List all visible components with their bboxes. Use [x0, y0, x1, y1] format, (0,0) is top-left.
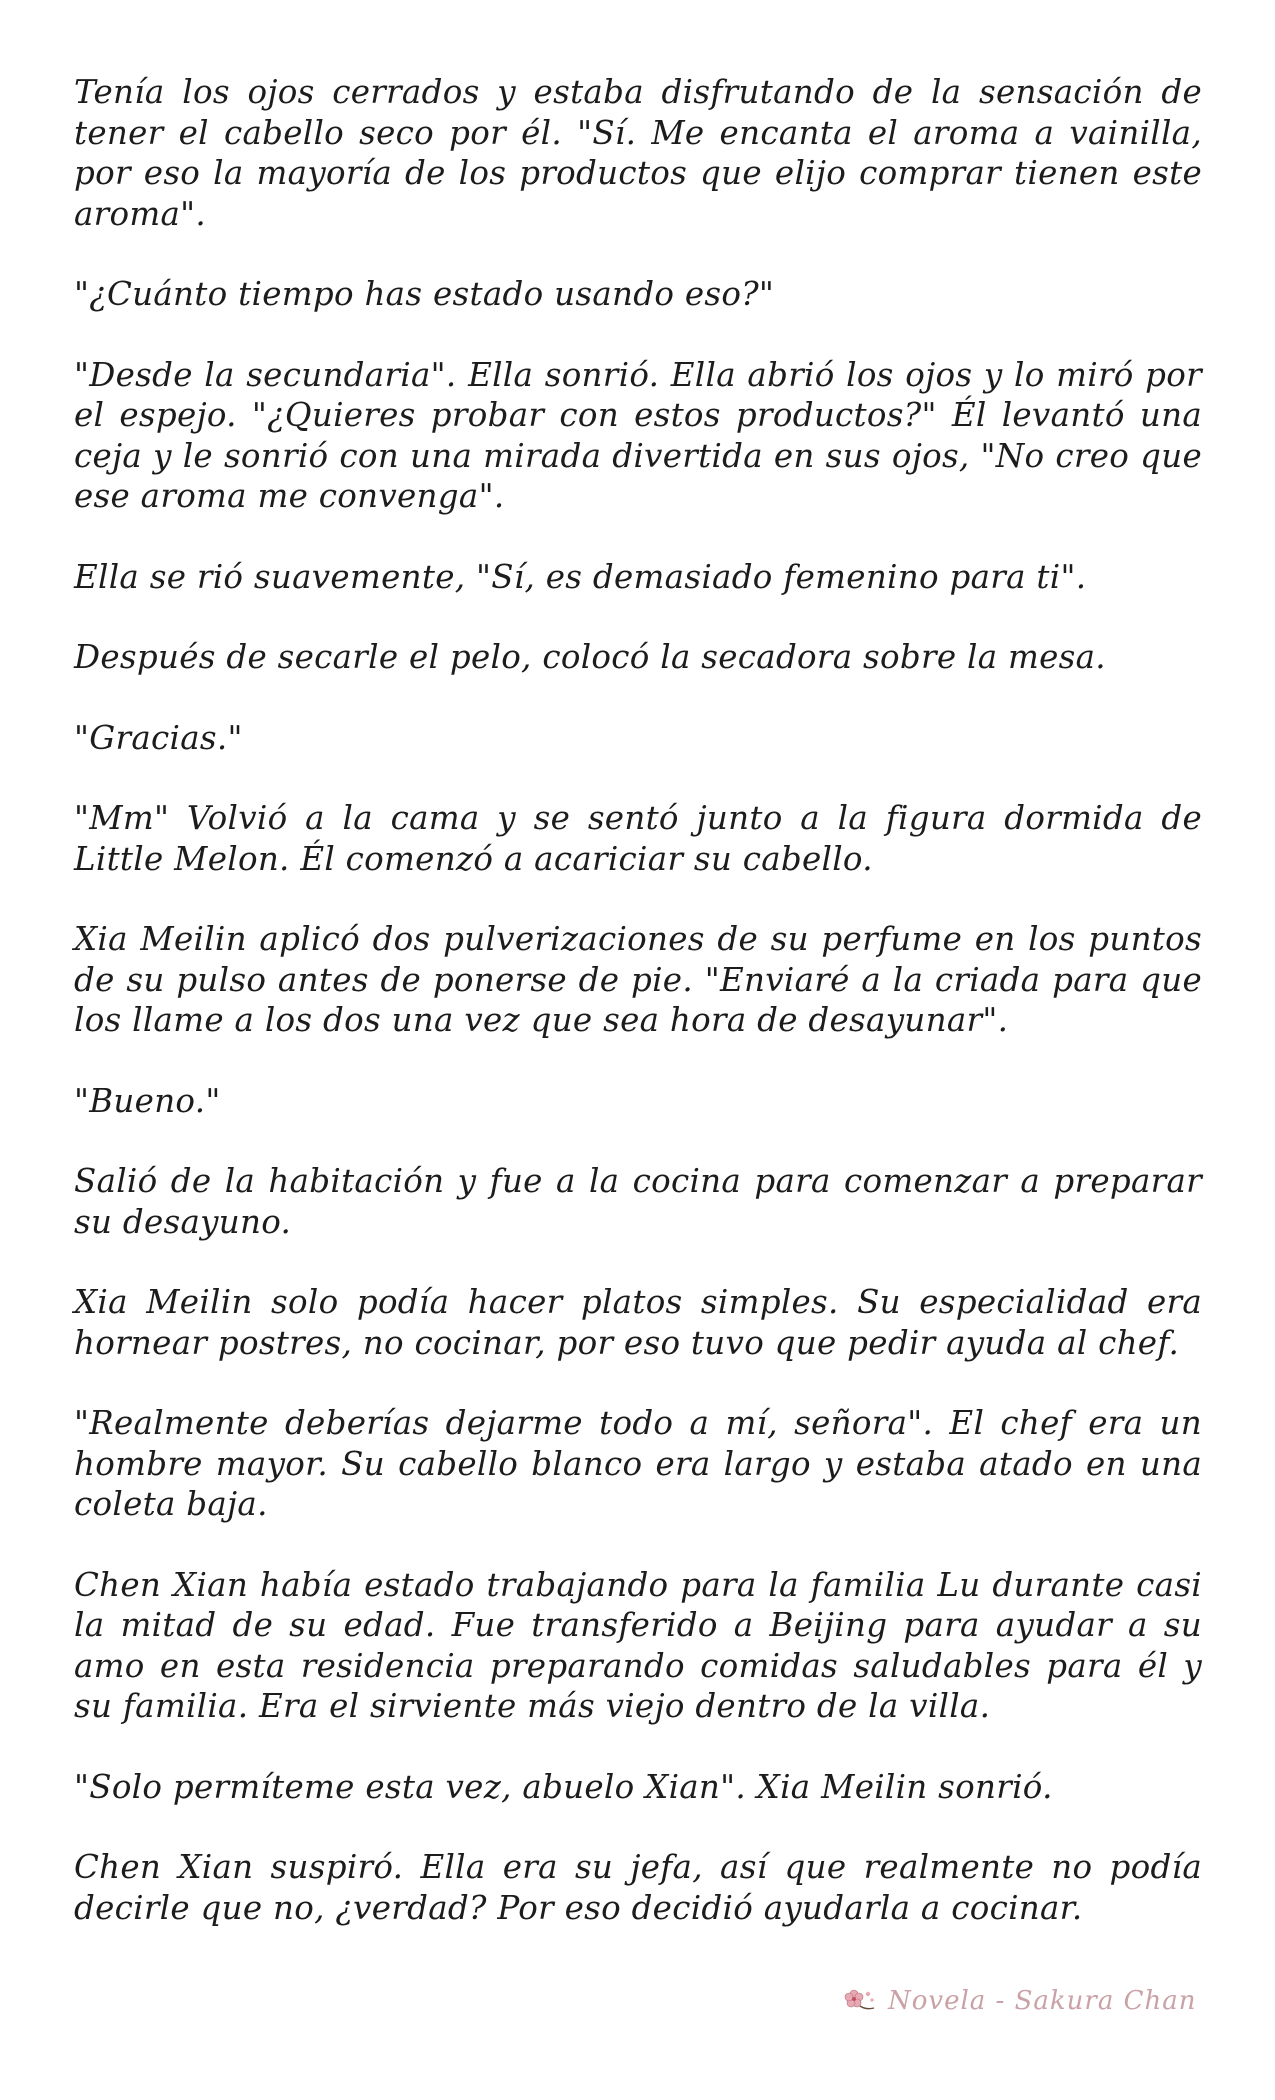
paragraph-12: "Realmente deberías dejarme todo a mí, señora". El chef era un hombre mayor. Su cabello blanco era largo y estaba atado en una coleta baja.: [74, 1404, 1202, 1523]
document-body: [74, 72, 1202, 1968]
paragraph-6: "Gracias.": [74, 718, 243, 757]
watermark: [842, 1986, 1197, 2016]
paragraph-4: Ella se rió suavemente, "Sí, es demasiado femenino para ti".: [74, 557, 1087, 596]
paragraph-14: "Solo permíteme esta vez, abuelo Xian". Xia Meilin sonrió.: [74, 1767, 1053, 1806]
paragraph-1: Tenía los ojos cerrados y estaba disfrutando de la sensación de tener el cabello seco por él. "Sí. Me encanta el aroma a vainilla, por eso la mayoría de los productos que elijo comprar tienen este aroma".: [74, 73, 1202, 233]
paragraph-2: "¿Cuánto tiempo has estado usando eso?": [74, 275, 775, 313]
sakura-flower-icon: [842, 1986, 878, 2016]
paragraph-3: "Desde la secundaria". Ella sonrió. Ella abrió los ojos y lo miró por el espejo. "¿Quieres probar con estos productos?" Él levantó una ceja y le sonrió con una mirada divertida en sus ojos, "No creo que ese aroma me convenga".: [74, 355, 1202, 515]
paragraph-11: Xia Meilin solo podía hacer platos simples. Su especialidad era hornear postres, no cocinar, por eso tuvo que pedir ayuda al chef.: [74, 1283, 1202, 1362]
paragraph-15: Chen Xian suspiró. Ella era su jefa, así que realmente no podía decirle que no, ¿verdad? Por eso decidió ayudarla a cocinar.: [74, 1848, 1202, 1927]
paragraph-9: "Bueno.": [74, 1081, 221, 1120]
paragraph-10: Salió de la habitación y fue a la cocina para comenzar a preparar su desayuno.: [74, 1162, 1202, 1241]
paragraph-8: Xia Meilin aplicó dos pulverizaciones de su perfume en los puntos de su pulso antes de ponerse de pie. "Enviaré a la criada para que los llame a los dos una vez que sea hora de desayunar".: [74, 920, 1202, 1039]
paragraph-5: Después de secarle el pelo, colocó la secadora sobre la mesa.: [74, 638, 1106, 676]
paragraph-13: Chen Xian había estado trabajando para la familia Lu durante casi la mitad de su edad. Fue transferido a Beijing para ayudar a su amo en esta residencia preparando comidas saludables para él y su familia. Era el sirviente más viejo dentro de la villa.: [74, 1565, 1202, 1725]
watermark-text: Novela - Sakura Chan: [888, 1986, 1197, 2016]
paragraph-7: "Mm" Volvió a la cama y se sentó junto a la figura dormida de Little Melon. Él comenzó a acariciar su cabello.: [74, 799, 1202, 878]
